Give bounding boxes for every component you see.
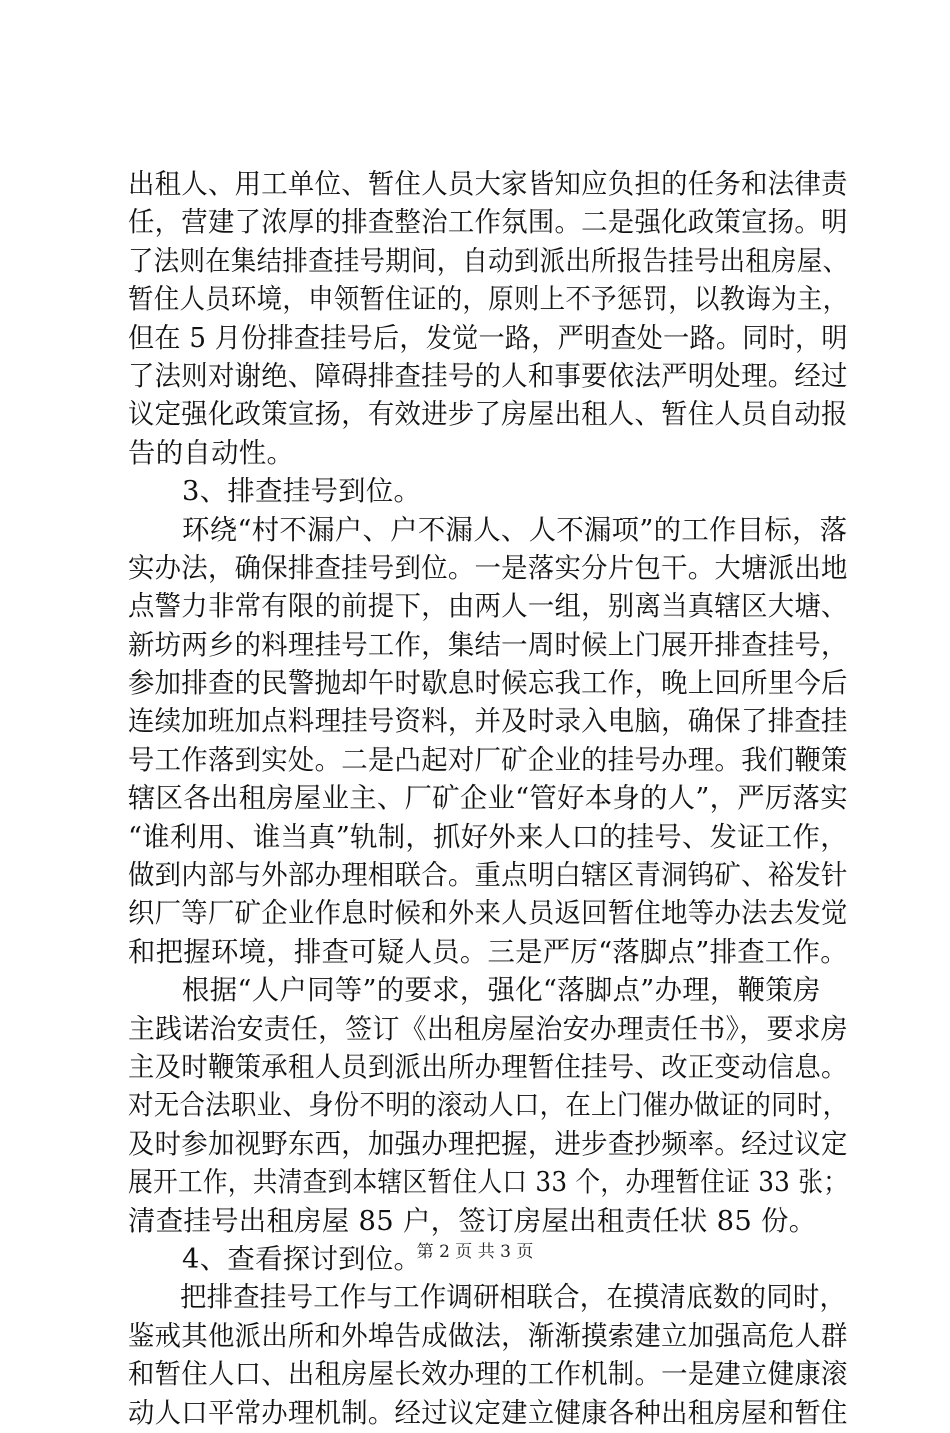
text-line: 告的自动性。	[128, 437, 295, 469]
text-line: 对无合法职业、身份不明的滚动人口，在上门催办做证的同时，	[128, 1090, 849, 1122]
text-line: 清查挂号出租房屋 85 户，签订房屋出租责任状 85 份。	[128, 1205, 817, 1237]
text-line: 动人口平常办理机制。经过议定建立健康各种出租房屋和暂住	[128, 1397, 848, 1429]
text-line: “谁利用、谁当真”轨制，抓好外来人口的挂号、发证工作，	[128, 821, 848, 853]
text-line: 号工作落到实处。二是凸起对厂矿企业的挂号办理。我们鞭策	[128, 744, 848, 776]
text-line: 鉴戒其他派出所和外埠告成做法，渐渐摸索建立加强高危人群	[128, 1320, 848, 1352]
text-line: 4、查看探讨到位。	[182, 1243, 422, 1275]
text-line: 3、排查挂号到位。	[182, 476, 422, 508]
text-line: 和把握环境，排查可疑人员。三是严厉“落脚点”排查工作。	[128, 936, 848, 968]
text-line: 及时参加视野东西，加强办理把握，进步查抄频率。经过议定	[128, 1128, 848, 1160]
text-line: 主践诺治安责任，签订《出租房屋治安办理责任书》，要求房	[128, 1013, 848, 1045]
text-line: 和暂住人口、出租房屋长效办理的工作机制。一是建立健康滚	[128, 1359, 848, 1391]
text-line: 织厂等厂矿企业作息时候和外来人员返回暂住地等办法去发觉	[128, 898, 848, 930]
text-line: 做到内部与外部办理相联合。重点明白辖区青洞钨矿、裕发针	[128, 860, 848, 892]
text-line: 了法则在集结排查挂号期间，自动到派出所报告挂号出租房屋、	[128, 245, 849, 277]
text-line: 了法则对谢绝、障碍排查挂号的人和事要依法严明处理。经过	[128, 360, 848, 392]
text-line: 但在 5 月份排查挂号后，发觉一路，严明查处一路。同时，明	[128, 322, 848, 354]
text-line: 实办法，确保排查挂号到位。一是落实分片包干。大塘派出地	[128, 552, 848, 584]
text-line: 把排查挂号工作与工作调研相联合，在摸清底数的同时，	[179, 1282, 847, 1314]
text-line: 连续加班加点料理挂号资料，并及时录入电脑，确保了排查挂	[128, 706, 848, 738]
text-line: 参加排查的民警抛却午时歇息时候忘我工作，晚上回所里今后	[128, 668, 848, 700]
text-line: 新坊两乡的料理挂号工作，集结一周时候上门展开排查挂号，	[128, 629, 848, 661]
text-line: 环绕“村不漏户、户不漏人、人不漏项”的工作目标，落	[182, 514, 848, 546]
text-line: 暂住人员环境，申领暂住证的，原则上不予惩罚，以教诲为主，	[128, 284, 849, 316]
text-line: 任，营建了浓厚的排查整治工作氛围。二是强化政策宣扬。明	[128, 207, 848, 239]
page-footer: 第 2 页 共 3 页	[416, 1242, 534, 1262]
text-line: 点警力非常有限的前提下，由两人一组，别离当真辖区大塘、	[128, 591, 848, 623]
text-line: 主及时鞭策承租人员到派出所办理暂住挂号、改正变动信息。	[128, 1051, 848, 1083]
text-line: 根据“人户同等”的要求，强化“落脚点”办理，鞭策房	[182, 975, 821, 1007]
text-line: 辖区各出租房屋业主、厂矿企业“管好本身的人”，严厉落实	[128, 783, 848, 815]
text-line: 出租人、用工单位、暂住人员大家皆知应负担的任务和法律责	[128, 169, 848, 200]
text-line: 展开工作，共清查到本辖区暂住人口 33 个，办理暂住证 33 张；	[128, 1167, 849, 1199]
text-line: 议定强化政策宣扬，有效进步了房屋出租人、暂住人员自动报	[128, 399, 848, 431]
